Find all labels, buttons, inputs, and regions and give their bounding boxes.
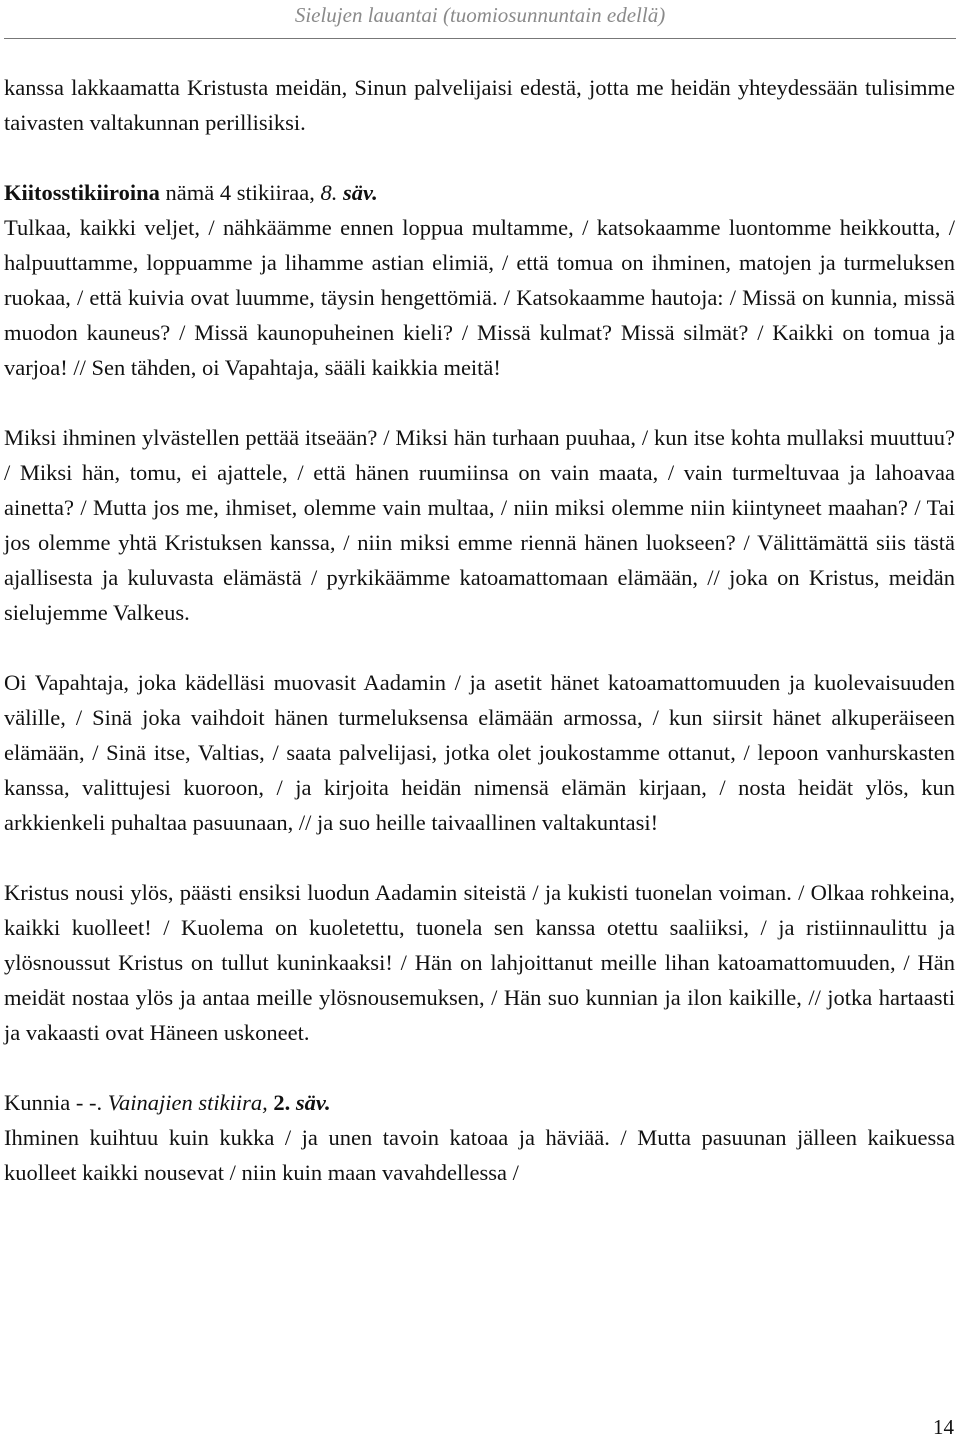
header-divider bbox=[4, 38, 956, 39]
rubric-lead: Kunnia - -. bbox=[4, 1090, 108, 1115]
paragraph-2-heading bbox=[4, 175, 955, 210]
paragraph-5: Kristus nousi ylös, päästi ensiksi luodun Aadamin siteistä / ja kukisti tuonelan voiman. / Olkaa rohkeina, kaikki kuolleet! / Kuolema on kuoletettu, tuonela sen kanssa otettu saaliiksi, / ja ristiinnaulittu ja ylösnoussut Kristus on tullut kuninkaaksi! / Hän on lahjoittanut meille lihan katoamattomuuden, / Hän meidät nostaa ylös ja antaa meille ylösnousemuksen, / Hän suo kunnian ja ilon kaikille, // jotka hartaasti ja vakaasti ovat Häneen uskoneet. bbox=[4, 880, 955, 1045]
paragraph-2: Tulkaa, kaikki veljet, / nähkäämme ennen loppua multamme, / katsokaamme luontomme heikkoutta, / halpuuttamme, loppuamme ja lihamme astian elimiä, / että tomua on ihminen, matojen ja turmeluksen ruokaa, / että kuivia ovat luumme, täysin hengettömiä. / Katsokaamme hautoja: / Missä on kunnia, missä muodon kauneus? / Missä kaunopuheinen kieli? / Missä kulmat? Missä silmät? / Kaikki on tomua ja varjoa! // Sen tähden, oi Vapahtaja, sääli kaikkia meitä! bbox=[4, 215, 955, 380]
paragraph-6-heading bbox=[4, 1085, 955, 1120]
tone-number: 8. bbox=[320, 180, 343, 205]
tone-label: säv. bbox=[295, 1090, 331, 1115]
paragraph-1: kanssa lakkaamatta Kristusta meidän, Sinun palvelijaisi edestä, jotta me heidän yhteydessään tulisimme taivasten valtakunnan perillisiksi. bbox=[4, 75, 955, 135]
tone-number: 2. bbox=[273, 1090, 296, 1115]
page-number: 14 bbox=[933, 1415, 954, 1439]
paragraph-3: Miksi ihminen ylvästellen pettää itseään? / Miksi hän turhaan puuhaa, / kun itse kohta mullaksi muuttuu? / Miksi hän, tomu, ei ajattele, / että hänen ruumiinsa on vain maata, / vain turmeltuvaa ja lahoavaa ainetta? / Mutta jos me, ihmiset, olemme vain multaa, / niin miksi olemme niin kiintyneet maahan? / Tai jos olemme yhtä Kristuksen kanssa, / niin miksi emme riennä hänen luokseen? / Välittämättä siis tästä ajallisesta ja kuluvasta elämästä / pyrkikäämme katoamattomaan elämään, // joka on Kristus, meidän sielujemme Valkeus. bbox=[4, 425, 955, 625]
rubric-label: Kiitosstikiiroina bbox=[4, 180, 160, 205]
document-body bbox=[4, 70, 955, 1190]
tone-label: säv. bbox=[342, 180, 378, 205]
paragraph-4: Oi Vapahtaja, joka kädelläsi muovasit Aadamin / ja asetit hänet katoamattomuuden ja kuolevaisuuden välille, / Sinä joka vaihdoit hänen turmeluksensa elämään armossa, / kun siirsit hänet alkuperäiseen elämään, / Sinä itse, Valtias, / saata palvelijasi, jotka olet joukostamme ottanut, / lepoon vanhurskasten kanssa, valittujesi kuoroon, / ja kirjoita heidän nimensä elämän kirjaan, / nosta heidät ylös, kun arkkienkeli puhaltaa pasuunaan, // ja suo heille taivaallinen valtakuntasi! bbox=[4, 670, 955, 835]
running-header: Sielujen lauantai (tuomiosunnuntain edellä) bbox=[294, 3, 666, 27]
paragraph-6: Ihminen kuihtuu kuin kukka / ja unen tavoin katoaa ja häviää. / Mutta pasuunan jälleen kaikuessa kuolleet kaikki nousevat / niin kuin maan vavahdellessa / bbox=[4, 1125, 955, 1185]
rubric-text: nämä 4 stikiiraa, bbox=[159, 180, 321, 205]
rubric-label: Vainajien stikiira, bbox=[107, 1090, 274, 1115]
